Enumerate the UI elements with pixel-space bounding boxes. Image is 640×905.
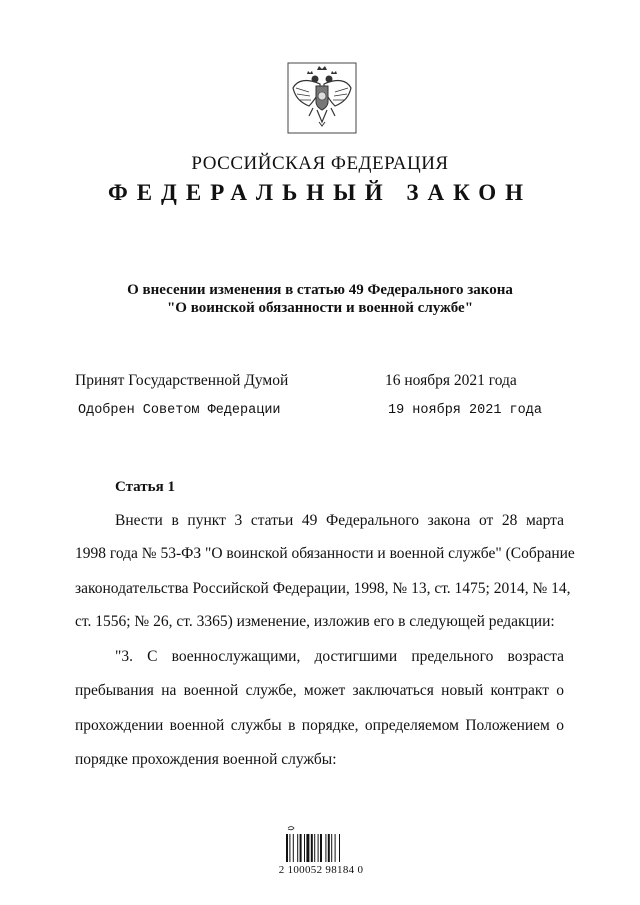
country-name: РОССИЙСКАЯ ФЕДЕРАЦИЯ (191, 153, 449, 174)
law-title-line-1: О внесении изменения в статью 49 Федерального закона (127, 282, 513, 298)
article-text-line: Внести в пункт 3 статьи 49 Федерального закона от 28 марта (115, 512, 564, 529)
article-text-line: 1998 года № 53-ФЗ "О воинской обязанности и военной службе" (Собрание (75, 545, 575, 562)
document-type: ФЕДЕРАЛЬНЫЙ ЗАКОН (107, 180, 533, 205)
barcode-number: 2 100052 98184 0 (278, 864, 364, 876)
article-text-line: пребывания на военной службе, может заключаться новый контракт о (75, 682, 564, 699)
article-text-line: законодательства Российской Федерации, 1998, № 13, ст. 1475; 2014, № 14, (75, 580, 571, 597)
approved-by-council-date: 19 ноября 2021 года (388, 403, 542, 418)
article-text-line: ст. 1556; № 26, ст. 3365) изменение, изложив его в следующей редакции: (75, 613, 555, 630)
article-heading: Статья 1 (115, 479, 175, 495)
approved-by-council-label: Одобрен Советом Федерации (78, 403, 281, 418)
law-title-line-2: "О воинской обязанности и военной службе" (166, 300, 474, 316)
article-text-line: порядке прохождения военной службы: (75, 751, 337, 768)
adopted-by-duma-date: 16 ноября 2021 года (385, 372, 517, 389)
article-text-line: прохождении военной службы в порядке, определяемом Положением о (75, 717, 564, 734)
article-text-line: "3. С военнослужащими, достигшими предельного возраста (115, 648, 564, 665)
adopted-by-duma-label: Принят Государственной Думой (75, 372, 289, 389)
russian-coat-of-arms-icon (287, 62, 357, 134)
